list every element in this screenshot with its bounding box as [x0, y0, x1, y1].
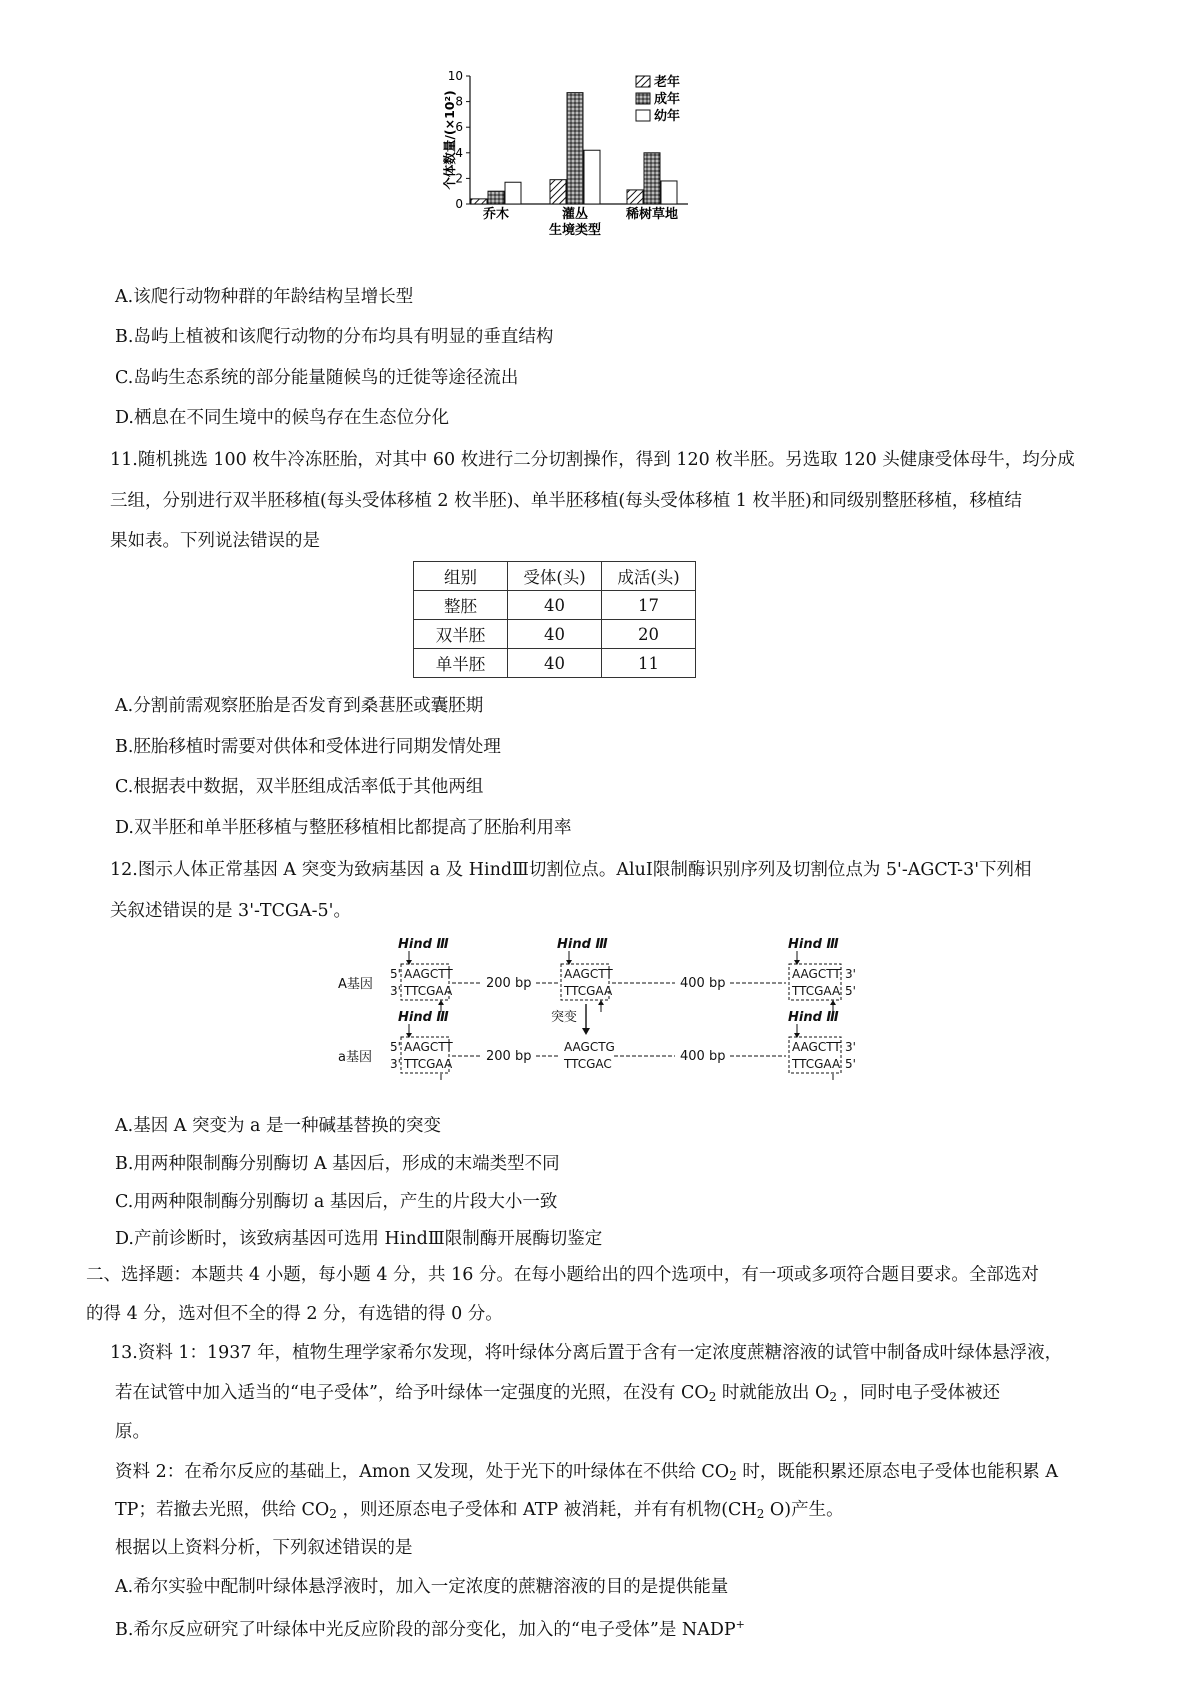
y-tick-label: 0: [455, 197, 463, 211]
bar: [567, 93, 583, 204]
bar: [471, 199, 487, 204]
text-run: 时就能放出 O: [716, 1383, 830, 1403]
prime-3: 3': [390, 1057, 401, 1071]
table-row: [414, 620, 696, 649]
q13-material1-line2: [115, 1381, 1000, 1409]
table-cell: 单半胚: [414, 649, 508, 678]
table-cell: 20: [602, 620, 696, 649]
text-run: O)产生。: [764, 1500, 844, 1520]
subscript: 2: [329, 1507, 337, 1521]
q13-prompt: 根据以上资料分析，下列叙述错误的是: [115, 1538, 413, 1558]
q12-option-c: C.用两种限制酶分别酶切 a 基因后，产生的片段大小一致: [115, 1192, 558, 1212]
text-run: ，同时电子受体被还: [836, 1383, 1001, 1403]
q12-stem-line1: 12.图示人体正常基因 A 突变为致病基因 a 及 HindⅢ切割位点。AluⅠ限制酶识别序列及切割位点为 5'-AGCT-3'下列相: [110, 860, 1032, 880]
table-cell: 双半胚: [414, 620, 508, 649]
subscript: 2: [708, 1390, 717, 1404]
y-axis-label: 个体数量/(×10²): [442, 90, 457, 190]
text-run: 资料 2：在希尔反应的基础上，Amon 又发现，处于光下的叶绿体在不供给 CO: [115, 1462, 730, 1482]
q10-option-d: D.栖息在不同生境中的候鸟存在生态位分化: [115, 408, 449, 428]
y-tick-label: 10: [447, 69, 463, 83]
legend-label: 成年: [654, 92, 681, 107]
x-tick-label: 灌丛: [561, 207, 589, 222]
embryo-transfer-table: [413, 561, 696, 678]
q11-option-d: D.双半胚和单半胚移植与整胚移植相比都提高了胚胎利用率: [115, 818, 572, 838]
mutant-seq-top: AAGCTG: [564, 1040, 615, 1054]
subscript: 2: [756, 1507, 765, 1521]
segment-200bp: 200 bp: [486, 976, 532, 991]
y-tick-label: 8: [455, 94, 463, 109]
seq-bottom: TTCGAA: [404, 984, 453, 998]
y-tick-label: 4: [455, 145, 463, 160]
legend-swatch: [636, 110, 650, 121]
bar: [644, 153, 660, 204]
q11-option-b: B.胚胎移植时需要对供体和受体进行同期发情处理: [115, 737, 501, 757]
bar: [488, 191, 504, 204]
bar: [584, 150, 600, 204]
q13-material2-line2: [115, 1498, 844, 1526]
seq-bottom: TTCGAA: [404, 1057, 453, 1071]
arrowhead: [830, 1000, 836, 1005]
text-run: 若在试管中加入适当的“电子受体”，给予叶绿体一定强度的光照，在没有 CO: [115, 1383, 709, 1403]
subscript: 2: [829, 1390, 837, 1404]
seq-bottom: TTCGAA: [792, 1057, 841, 1071]
x-axis-label: 生境类型: [548, 223, 602, 238]
segment-400bp: 400 bp: [680, 976, 726, 991]
prime-5: 5': [845, 984, 856, 998]
table-cell: 整胚: [414, 591, 508, 620]
prime-3: 3': [845, 1040, 856, 1054]
q12-stem-line2: 关叙述错误的是 3'-TCGA-5'。: [110, 901, 351, 921]
x-tick-label: 乔木: [482, 207, 510, 222]
q12-option-b: B.用两种限制酶分别酶切 A 基因后，形成的末端类型不同: [115, 1154, 560, 1174]
table-row: [414, 649, 696, 678]
table-header: 组别: [414, 562, 508, 591]
q11-stem-line1: 11.随机挑选 100 枚牛冷冻胚胎，对其中 60 枚进行二分切割操作，得到 120 枚半胚。另选取 120 头健康受体母牛，均分成: [110, 450, 1075, 470]
table-header: 受体(头): [508, 562, 602, 591]
q13-option-b: [115, 1613, 745, 1642]
prime-3: 3': [845, 967, 856, 981]
q11-stem-line2: 三组，分别进行双半胚移植(每头受体移植 2 枚半胚)、单半胚移植(每头受体移植 1 枚半胚)和同级别整胚移植，移植结: [110, 491, 1022, 511]
q10-option-a: A.该爬行动物种群的年龄结构呈增长型: [115, 287, 414, 307]
q11-option-c: C.根据表中数据，双半胚组成活率低于其他两组: [115, 777, 484, 797]
arrowhead: [438, 1000, 444, 1005]
seq-top: AAGCTT: [404, 967, 453, 981]
mutation-label: 突变: [551, 1010, 578, 1025]
legend-label: 老年: [654, 75, 681, 90]
text-run: ，则还原态电子受体和 ATP 被消耗，并有有机物(CH: [336, 1500, 757, 1520]
table-cell: 17: [602, 591, 696, 620]
prime-3: 3': [390, 984, 401, 998]
y-tick-label: 2: [455, 171, 463, 186]
q10-option-c: C.岛屿生态系统的部分能量随候鸟的迁徙等途径流出: [115, 368, 519, 388]
table-header-row: [414, 562, 696, 591]
seq-bottom: TTCGAA: [792, 984, 841, 998]
gene-a-label: A基因: [338, 977, 373, 992]
x-tick-label: 稀树草地: [625, 207, 679, 222]
segment-200bp: 200 bp: [486, 1049, 532, 1064]
enzyme-label: Hind Ⅲ: [398, 937, 449, 952]
bar: [627, 190, 643, 204]
q13-material2-line1: [115, 1460, 1058, 1488]
q12-option-a: A.基因 A 突变为 a 是一种碱基替换的突变: [115, 1116, 442, 1136]
text-run: TP；若撤去光照，供给 CO: [115, 1500, 330, 1520]
y-tick-label: 6: [455, 120, 463, 135]
gene-a-mutant-label: a基因: [338, 1050, 372, 1065]
enzyme-label: Hind Ⅲ: [788, 1010, 839, 1025]
q13-option-a: A.希尔实验中配制叶绿体悬浮液时，加入一定浓度的蔗糖溶液的目的是提供能量: [115, 1577, 729, 1597]
q13-material1-line3: 原。: [115, 1422, 150, 1442]
mutant-seq-bottom: TTCGAC: [564, 1057, 612, 1071]
seq-top: AAGCTT: [792, 1040, 841, 1054]
q11-option-a: A.分割前需观察胚胎是否发育到桑葚胚或囊胚期: [115, 696, 484, 716]
superscript: +: [735, 1618, 745, 1631]
seq-top: AAGCTT: [792, 967, 841, 981]
legend-label: 幼年: [654, 109, 681, 124]
table-header: 成活(头): [602, 562, 696, 591]
table-row: [414, 591, 696, 620]
prime-5: 5': [845, 1057, 856, 1071]
arrowhead: [582, 1028, 590, 1035]
table-cell: 40: [508, 620, 602, 649]
age-structure-bar-chart: [440, 68, 770, 268]
text-run: B.希尔反应研究了叶绿体中光反应阶段的部分变化，加入的“电子受体”是 NADP: [115, 1620, 736, 1640]
q11-stem-line3: 果如表。下列说法错误的是: [110, 531, 320, 551]
seq-top: AAGCTT: [404, 1040, 453, 1054]
enzyme-label: Hind Ⅲ: [398, 1010, 449, 1025]
segment-400bp: 400 bp: [680, 1049, 726, 1064]
legend-swatch: [636, 93, 650, 104]
arrowhead: [598, 1000, 604, 1005]
legend-swatch: [636, 76, 650, 87]
seq-top: AAGCTT: [564, 967, 613, 981]
hindiii-cut-site-diagram: [330, 932, 890, 1080]
subscript: 2: [729, 1469, 737, 1483]
section2-heading-line2: 的得 4 分，选对但不全的得 2 分，有选错的得 0 分。: [86, 1304, 503, 1324]
prime-5: 5': [390, 967, 401, 981]
enzyme-label: Hind Ⅲ: [557, 937, 608, 952]
seq-bottom: TTCGAA: [564, 984, 613, 998]
table-cell: 40: [508, 591, 602, 620]
table-cell: 11: [602, 649, 696, 678]
enzyme-label: Hind Ⅲ: [788, 937, 839, 952]
q12-option-d: D.产前诊断时，该致病基因可选用 HindⅢ限制酶开展酶切鉴定: [115, 1229, 603, 1249]
bar: [505, 182, 521, 204]
q13-material1-line1: 13.资料 1：1937 年，植物生理学家希尔发现，将叶绿体分离后置于含有一定浓度蔗糖溶液的试管中制备成叶绿体悬浮液，: [110, 1343, 1063, 1363]
text-run: 时，既能积累还原态电子受体也能积累 A: [736, 1462, 1059, 1482]
bar: [550, 180, 566, 204]
bar: [661, 181, 677, 204]
prime-5: 5': [390, 1040, 401, 1054]
q10-option-b: B.岛屿上植被和该爬行动物的分布均具有明显的垂直结构: [115, 327, 554, 347]
table-cell: 40: [508, 649, 602, 678]
section2-heading-line1: 二、选择题：本题共 4 小题，每小题 4 分，共 16 分。在每小题给出的四个选项中，有一项或多项符合题目要求。全部选对: [86, 1265, 1039, 1285]
